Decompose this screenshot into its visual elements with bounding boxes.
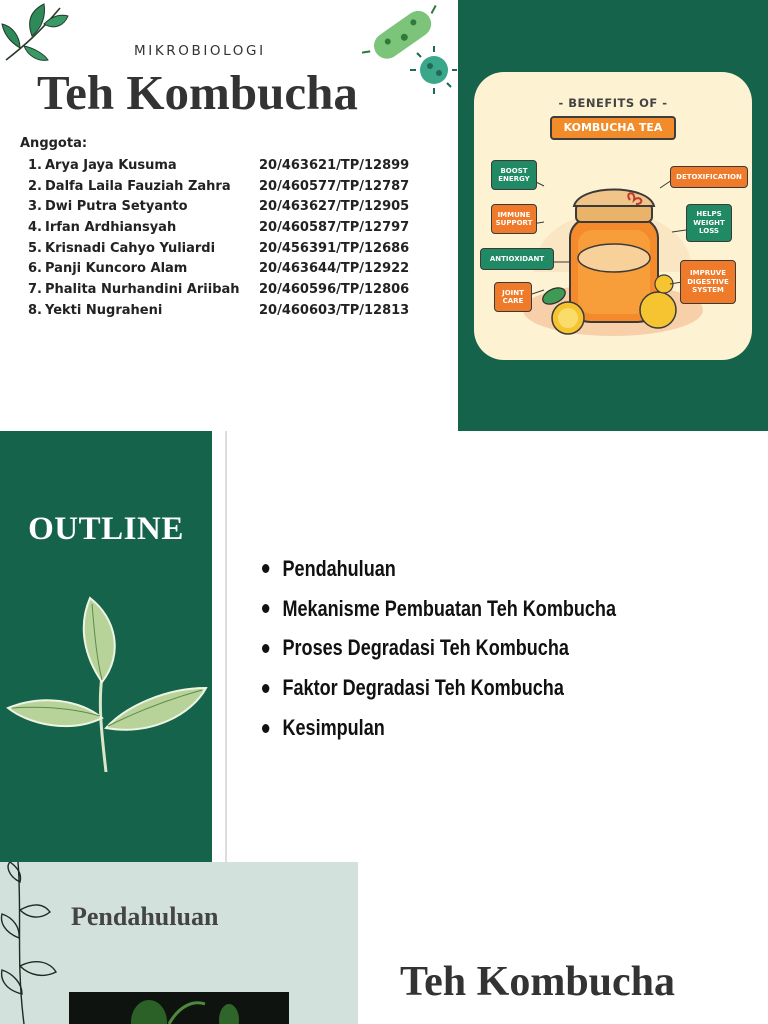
presentation-title: Teh Kombucha	[37, 65, 358, 120]
member-row: 3. Dwi Putra Setyanto 20/463627/TP/12905	[28, 199, 410, 215]
kombucha-benefits-infographic	[474, 72, 752, 360]
member-row: 2. Dalfa Laila Fauziah Zahra 20/460577/TP/12787	[28, 178, 410, 194]
tag-weight-loss: HELPS WEIGHT LOSS	[686, 204, 732, 242]
outline-title: OUTLINE	[28, 511, 184, 547]
introduction-panel	[0, 862, 358, 1024]
slide-title	[0, 0, 768, 431]
slide-introduction	[0, 862, 768, 1024]
vertical-divider	[225, 431, 227, 862]
tag-digestive-system: IMPRUVE DIGESTIVE SYSTEM	[680, 260, 736, 304]
kombucha-photo	[69, 992, 289, 1024]
tag-joint-care: JOINT CARE	[494, 282, 532, 312]
introduction-big-title: Teh Kombucha	[400, 959, 676, 1005]
member-row: 5. Krisnadi Cahyo Yuliardi 20/456391/TP/12686	[28, 240, 410, 256]
infographic-title: KOMBUCHA TEA	[550, 116, 676, 140]
course-label: MIKROBIOLOGI	[134, 43, 266, 59]
outline-item: Proses Degradasi Teh Kombucha	[262, 629, 616, 669]
infographic-heading: - BENEFITS OF -	[558, 96, 668, 110]
member-row: 1. Arya Jaya Kusuma 20/463621/TP/12899	[28, 157, 410, 173]
outline-side-panel	[0, 431, 212, 862]
tag-boost-energy: BOOST ENERGY	[491, 160, 537, 190]
outline-list	[262, 549, 694, 748]
introduction-title: Pendahuluan	[71, 902, 219, 931]
tea-leaf-icon	[6, 596, 208, 772]
member-row: 7. Phalita Nurhandini Ariibah 20/460596/TP/12806	[28, 281, 410, 297]
slide-outline	[0, 431, 768, 862]
member-row: 4. Irfan Ardhiansyah 20/460587/TP/12797	[28, 219, 410, 235]
tea-leaf-icon	[0, 2, 70, 64]
leaf-branch-icon	[0, 862, 70, 1024]
outline-item: Mekanisme Pembuatan Teh Kombucha	[262, 589, 616, 629]
member-row: 8. Yekti Nugraheni 20/460603/TP/12813	[28, 302, 410, 318]
outline-item: Faktor Degradasi Teh Kombucha	[262, 668, 616, 708]
tag-detoxification: DETOXIFICATION	[670, 166, 748, 188]
outline-item: Pendahuluan	[262, 549, 616, 589]
bacteria-icon	[362, 0, 458, 96]
members-label: Anggota:	[20, 136, 88, 151]
tag-immune-support: IMMUNE SUPPORT	[491, 204, 537, 234]
member-row: 6. Panji Kuncoro Alam 20/463644/TP/12922	[28, 261, 410, 277]
outline-item: Kesimpulan	[262, 708, 616, 748]
tag-antioxidant: ANTIOXIDANT	[480, 248, 554, 270]
members-list	[24, 155, 444, 321]
